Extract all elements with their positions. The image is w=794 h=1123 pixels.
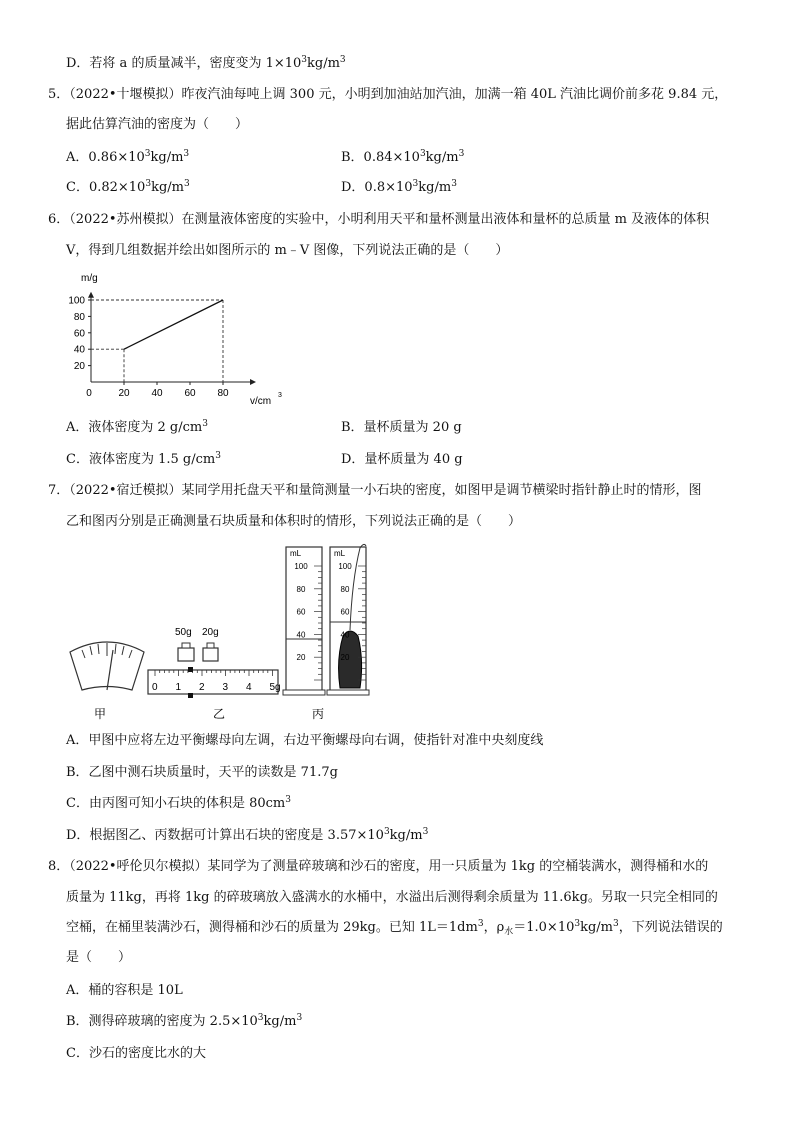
q8-option-a: A．桶的容积是 10L <box>66 983 183 998</box>
q7-stem-line2: 乙和图丙分别是正确测量石块质量和体积时的情形，下列说法正确的是（ ） <box>66 514 522 529</box>
rider-bottom <box>188 693 193 698</box>
ruler-label-4: 4 <box>246 682 252 693</box>
q5-stem-line2: 据此估算汽油的密度为（ ） <box>66 117 249 132</box>
cylinder-label-100: 100 <box>338 562 352 571</box>
q7-figure <box>60 540 400 725</box>
y-tick-label-20: 20 <box>73 361 85 373</box>
x-tick-label-40: 40 <box>151 388 163 399</box>
label-yi: 乙 <box>213 707 226 721</box>
cylinder-label-40: 40 <box>340 630 350 640</box>
q8-option-c: C．沙石的密度比水的大 <box>66 1046 206 1061</box>
cylinder-label-80: 80 <box>340 584 350 594</box>
q7-option-c: C．由丙图可知小石块的体积是 $80cm^3$ <box>66 795 291 811</box>
label-bing: 丙 <box>312 707 325 721</box>
q7-option-a: A．甲图中应将左边平衡螺母向左调，右边平衡螺母向右调，使指针对准中央刻度线 <box>66 733 544 748</box>
y-tick-label-60: 60 <box>73 328 85 340</box>
weight-50g-label: 50g <box>175 627 192 638</box>
cylinder-unit: mL <box>290 549 302 558</box>
cylinder-with-stone <box>327 544 369 695</box>
weight-20g <box>202 627 219 661</box>
series-line <box>124 300 223 349</box>
cylinder-label-80: 80 <box>296 584 306 594</box>
q6-option-a: A．液体密度为 2 $g/cm^3$ <box>66 419 208 435</box>
cylinder-label-60: 60 <box>340 607 350 617</box>
x-tick-label-0: 0 <box>86 388 92 399</box>
cylinder-label-20: 20 <box>296 653 306 663</box>
q7-stem-line1: 7．（2022•宿迁模拟）某同学用托盘天平和量筒测量一小石块的密度，如图甲是调节横梁时指针静止时的情形，图 <box>48 483 702 498</box>
balance-scale-jia <box>70 642 144 690</box>
y-tick-label-80: 80 <box>73 311 85 323</box>
ruler-label-5: 5g <box>269 682 281 693</box>
q8-stem-line3: 空桶，在桶里装满沙石，测得桶和沙石的质量为 29kg。已知 $1L=1dm^3$，$\rho_水=1.0\times 10^3kg/m^3$，下列说法错误的 <box>66 919 723 937</box>
label-jia: 甲 <box>94 707 107 721</box>
q5-option-b: B．$0.84\times 10^3kg/m^3$ <box>341 149 465 165</box>
q7-option-b: B．乙图中测石块质量时，天平的读数是 71.7g <box>66 765 338 780</box>
rider-ruler <box>148 667 281 698</box>
ruler-label-2: 2 <box>199 682 205 693</box>
cylinder-label-20: 20 <box>340 653 350 663</box>
x-axis-label: v/cm <box>250 396 272 407</box>
y-tick-label-40: 40 <box>73 344 85 356</box>
q6-option-c: C．液体密度为 1.5 $g/cm^3$ <box>66 451 221 467</box>
x-axis-arrow <box>250 379 256 385</box>
q5-option-d: D．$0.8\times 10^3kg/m^3$ <box>341 179 457 195</box>
q8-stem-line1: 8．（2022•呼伦贝尔模拟）某同学为了测量碎玻璃和沙石的密度，用一只质量为 1kg 的空桶装满水，测得桶和水的 <box>48 859 709 874</box>
x-axis-label-sup: 3 <box>278 392 282 399</box>
rider-top <box>188 667 193 672</box>
cylinder-water <box>283 547 325 695</box>
ruler-label-0: 0 <box>152 682 158 693</box>
cylinder-label-40: 40 <box>296 630 306 640</box>
ruler-label-3: 3 <box>222 682 229 693</box>
x-tick-label-20: 20 <box>118 388 130 399</box>
ruler-label-1: 1 <box>175 682 182 693</box>
m-v-graph <box>58 270 308 410</box>
y-axis-label: m/g <box>81 273 98 284</box>
cylinder-unit: mL <box>334 549 346 558</box>
q6-option-d: D．量杯质量为 40 g <box>341 452 463 467</box>
q7-option-d: D．根据图乙、丙数据可计算出石块的密度是 $3.57\times 10^3kg/m^3$ <box>66 827 429 843</box>
q8-option-b: B．测得碎玻璃的密度为 $2.5\times 10^3kg/m^3$ <box>66 1013 303 1029</box>
q6-option-b: B．量杯质量为 20 g <box>341 420 462 435</box>
q8-stem-line2: 质量为 11kg，再将 1kg 的碎玻璃放入盛满水的水桶中，水溢出后测得剩余质量为 11.6kg。另取一只完全相同的 <box>66 890 718 905</box>
weight-50g <box>175 627 194 661</box>
x-tick-label-60: 60 <box>184 388 196 399</box>
x-tick-label-80: 80 <box>217 388 229 399</box>
q4-option-d: D．若将 a 的质量减半，密度变为 $1\times 10^3kg/m^3$ <box>66 55 346 71</box>
q5-option-a: A．$0.86\times 10^3kg/m^3$ <box>66 149 190 165</box>
q6-stem-line2: V，得到几组数据并绘出如图所示的 m﹣V 图像，下列说法正确的是（ ） <box>66 243 509 258</box>
cylinder-label-100: 100 <box>294 562 308 571</box>
y-axis-arrow <box>88 292 94 298</box>
y-tick-label-100: 100 <box>68 295 85 307</box>
cylinder-label-60: 60 <box>296 607 306 617</box>
q5-stem-line1: 5．（2022•十堰模拟）昨夜汽油每吨上调 300 元，小明到加油站加汽油，加满一箱 40L 汽油比调价前多花 9.84 元， <box>48 87 728 102</box>
q5-option-c: C．$0.82\times 10^3kg/m^3$ <box>66 179 190 195</box>
q6-stem-line1: 6．（2022•苏州模拟）在测量液体密度的实验中，小明利用天平和量杯测量出液体和量杯的总质量 m 及液体的体积 <box>48 212 710 227</box>
q8-stem-line4: 是（ ） <box>66 950 132 965</box>
weight-20g-label: 20g <box>202 627 219 638</box>
